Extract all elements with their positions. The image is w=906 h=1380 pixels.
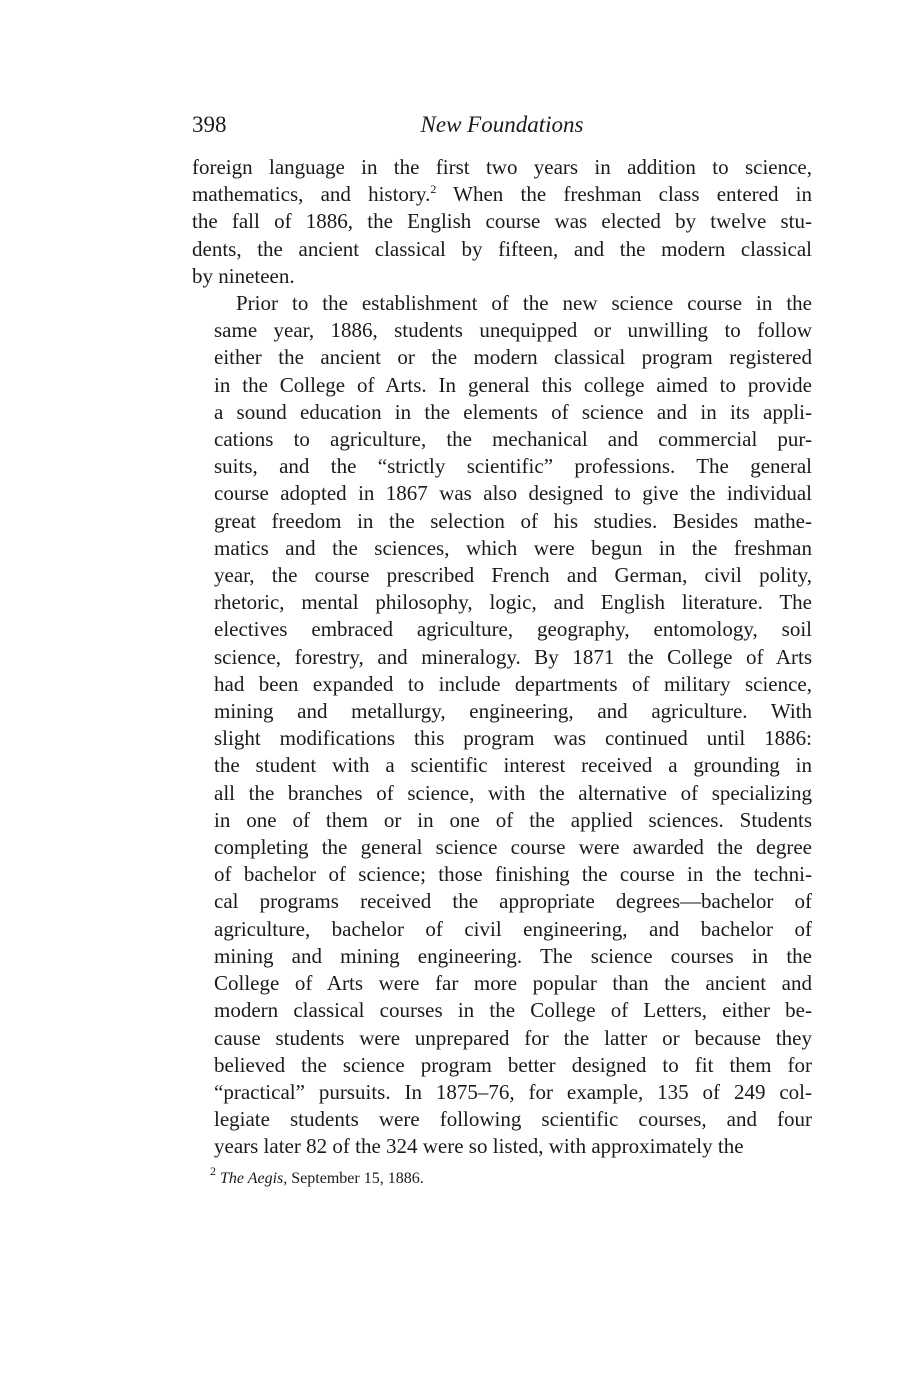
text-line: rhetoric, mental philosophy, logic, and English literature. The (214, 590, 812, 615)
text-line: slight modifications this program was continued until 1886: (214, 726, 812, 751)
text-line: science, forestry, and mineralogy. By 1871 the College of Arts (214, 644, 812, 669)
paragraph (192, 154, 812, 290)
text-line: either the ancient or the modern classical program registered (214, 345, 812, 370)
text-line: same year, 1886, students unequipped or unwilling to follow (214, 318, 812, 343)
text-line: legiate students were following scientific courses, and four (214, 1107, 812, 1132)
page-header (192, 112, 812, 144)
text-line: believed the science program better designed to fit them for (214, 1052, 812, 1077)
text-line: had been expanded to include departments of military science, (214, 671, 812, 696)
text-line: agriculture, bachelor of civil engineering, and bachelor of (214, 916, 812, 941)
text-line: in one of them or in one of the applied sciences. Students (214, 807, 812, 832)
text-line: a sound education in the elements of science and in its appli- (214, 399, 812, 424)
text-line: great freedom in the selection of his studies. Besides mathe- (214, 508, 812, 533)
footnote-title: The Aegis, (220, 1170, 288, 1187)
text-line: “practical” pursuits. In 1875–76, for example, 135 of 249 col- (214, 1079, 812, 1104)
text-line: cations to agriculture, the mechanical and commercial pur- (214, 427, 812, 452)
footnote (210, 1164, 812, 1190)
text-line: Prior to the establishment of the new science course in the (236, 291, 812, 316)
text-line: mining and metallurgy, engineering, and agriculture. With (214, 699, 812, 724)
text-line: course adopted in 1867 was also designed to give the individual (214, 481, 812, 506)
footnote-reference: 2 (430, 182, 437, 197)
footnote-marker: 2 (210, 1164, 216, 1178)
footnote-text: September 15, 1886. (287, 1170, 424, 1187)
text-line: foreign language in the first two years in addition to science, (192, 155, 812, 179)
text-line: all the branches of science, with the alternative of specializing (214, 780, 812, 805)
text-line: year, the course prescribed French and German, civil polity, (214, 563, 812, 588)
text-line: of bachelor of science; those finishing the course in the techni- (214, 862, 812, 887)
running-head: New Foundations (420, 112, 584, 137)
text-line: mathematics, and history.$^2$ When the freshman class entered in (192, 182, 813, 207)
text-line: cal programs received the appropriate degrees—bachelor of (214, 889, 812, 914)
text-line: completing the general science course were awarded the degree (214, 835, 812, 860)
text-line: the fall of 1886, the English course was elected by twelve stu- (192, 209, 812, 234)
text-line: College of Arts were far more popular than the ancient and (214, 971, 812, 996)
text-line: suits, and the “strictly scientific” professions. The general (214, 454, 812, 479)
page-number: 398 (192, 112, 227, 137)
text-line: matics and the sciences, which were begun in the freshman (214, 535, 812, 560)
text-line: mining and mining engineering. The science courses in the (214, 943, 812, 968)
text-line: by nineteen. (192, 263, 295, 288)
text-line: years later 82 of the 324 were so listed, with approximately the (214, 1134, 744, 1159)
text-line: the student with a scientific interest received a grounding in (214, 753, 812, 778)
text-line: cause students were unprepared for the latter or because they (214, 1025, 812, 1050)
paragraph (192, 290, 812, 1161)
body-text (192, 154, 812, 1161)
text-line: electives embraced agriculture, geography, entomology, soil (214, 617, 812, 642)
text-line: in the College of Arts. In general this college aimed to provide (214, 372, 812, 397)
text-line: modern classical courses in the College of Letters, either be- (214, 998, 812, 1023)
text-line: dents, the ancient classical by fifteen, and the modern classical (192, 236, 812, 261)
